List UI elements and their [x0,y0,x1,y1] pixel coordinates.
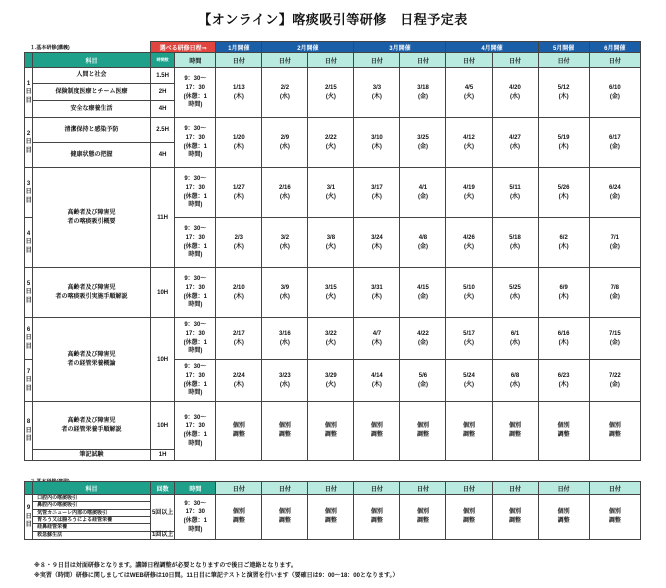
date-option[interactable]: 3/1 (火) [308,168,354,218]
date-option[interactable]: 6/10 (金) [589,68,640,118]
time-cell: 9：30～ 17：30 (休憩：1 時間) [175,360,216,402]
hours-cell: 2H [150,84,175,101]
date-option[interactable]: 2/22 (火) [308,118,354,168]
date-option[interactable]: 3/23 (水) [262,360,308,402]
written-exam: 筆記試験 [33,450,151,461]
time-cell: 9：30～ 17：30 (休憩：1 時間) [175,402,216,461]
time-cell: 9：30～ 17：30 (休憩：1 時間) [175,218,216,268]
subject-cell: 保険制度医療とチーム医療 [33,84,151,101]
month-jun: 6月開催 [589,42,640,53]
date-option[interactable]: 1/13 (木) [216,68,262,118]
subject-cell: 健康状態の把握 [33,143,151,168]
subject-cell: 高齢者及び障害児 者の喀痰吸引実施手順解説 [33,268,151,318]
time-cell: 9：30～ 17：30 (休憩：1 時間) [175,318,216,360]
date-option[interactable]: 4/20 (水) [492,68,538,118]
date-option[interactable]: 3/29 (火) [308,360,354,402]
day-label: 4 日 目 [25,218,33,268]
day-label: 2 日 目 [25,118,33,168]
date-option[interactable]: 7/8 (金) [589,268,640,318]
list-item: 救急蘇生法 [37,531,63,538]
date-option[interactable]: 3/31 (木) [354,268,400,318]
header-count: 回数 [150,482,175,495]
date-option[interactable]: 4/14 (木) [354,360,400,402]
date-option[interactable]: 2/9 (水) [262,118,308,168]
date-option[interactable]: 6/8 (水) [492,360,538,402]
date-option[interactable]: 5/11 (水) [492,168,538,218]
header-date: 日付 [538,482,589,495]
header-date: 日付 [400,482,446,495]
date-option[interactable]: 3/24 (木) [354,218,400,268]
individual-adjust: 個別 調整 [308,402,354,461]
date-option[interactable]: 4/19 (火) [446,168,492,218]
header-date: 日付 [446,482,492,495]
day-label: 6 日 目 [25,318,33,360]
date-option[interactable]: 3/18 (金) [400,68,446,118]
date-option[interactable]: 2/24 (木) [216,360,262,402]
individual-adjust: 個別 調整 [538,402,589,461]
day-label: 5 日 目 [25,268,33,318]
subject-cell: 安全な療養生活 [33,101,151,118]
time-cell: 9：30～ 17：30 (休憩：1 時間) [175,68,216,118]
time-cell: 9：30～ 17：30 (休憩：1 時間) [175,495,216,540]
individual-adjust: 個別 調整 [354,402,400,461]
date-option[interactable]: 2/2 (水) [262,68,308,118]
day-label: 1 日 目 [25,68,33,118]
header-date: 日付 [400,53,446,68]
individual-adjust: 個別 調整 [354,495,400,540]
date-option[interactable]: 7/15 (金) [589,318,640,360]
day-label: 9 日 目 [25,495,33,540]
individual-adjust: 個別 調整 [262,402,308,461]
section1-label: １.基本研修(講義) [30,45,70,51]
list-item: 気管カニューレ内部の喀痰吸引 [33,510,150,517]
time-cell: 9：30～ 17：30 (休憩：1 時間) [175,118,216,168]
date-option[interactable]: 3/2 (水) [262,218,308,268]
date-option[interactable]: 4/12 (火) [446,118,492,168]
schedule-table [24,41,641,461]
date-option[interactable]: 3/8 (火) [308,218,354,268]
date-option[interactable]: 1/20 (木) [216,118,262,168]
list-item: 鼻腔内の喀痰吸引 [33,502,150,509]
individual-adjust: 個別 調整 [492,495,538,540]
hours-cell: 10H [150,402,175,450]
header-date: 日付 [492,53,538,68]
date-option[interactable]: 7/22 (金) [589,360,640,402]
date-option[interactable]: 5/26 (木) [538,168,589,218]
time-cell: 9：30～ 17：30 (休憩：1 時間) [175,268,216,318]
subject-cell: 高齢者及び障害児 者の経管栄養概論 [33,318,151,402]
date-option[interactable]: 6/2 (木) [538,218,589,268]
date-option[interactable]: 6/16 (木) [538,318,589,360]
month-feb: 2月開催 [262,42,354,53]
header-date: 日付 [446,53,492,68]
page-title: 【オンライン】喀痰吸引等研修 日程予定表 [198,12,468,27]
date-option[interactable]: 1/27 (木) [216,168,262,218]
subject-cell: 高齢者及び障害児 者の喀痰吸引概要 [33,168,151,268]
header-date: 日付 [308,53,354,68]
individual-adjust: 個別 調整 [308,495,354,540]
list-item: 経鼻経管栄養 [33,524,150,531]
date-option[interactable]: 4/5 (火) [446,68,492,118]
date-option[interactable]: 6/9 (木) [538,268,589,318]
date-option[interactable]: 5/17 (火) [446,318,492,360]
individual-adjust: 個別 調整 [262,495,308,540]
practice-items [33,495,151,540]
individual-adjust: 個別 調整 [400,495,446,540]
header-subject: 科目 [33,53,151,68]
header-date: 日付 [354,482,400,495]
time-cell: 9：30～ 17：30 (休憩：1 時間) [175,168,216,218]
date-option[interactable]: 6/1 (水) [492,318,538,360]
date-option[interactable]: 4/1 (金) [400,168,446,218]
hours-cell: 4H [150,143,175,168]
date-option[interactable]: 2/3 (木) [216,218,262,268]
date-option[interactable]: 6/23 (木) [538,360,589,402]
date-option[interactable]: 4/8 (金) [400,218,446,268]
list-item: 口腔内の喀痰吸引 [33,495,150,502]
date-option[interactable]: 2/16 (水) [262,168,308,218]
hours-cell: 4H [150,101,175,118]
date-option[interactable]: 3/15 (火) [308,268,354,318]
header-date: 日付 [492,482,538,495]
header-date: 日付 [262,53,308,68]
date-option[interactable]: 6/24 (金) [589,168,640,218]
day-label: 7 日 目 [25,360,33,402]
note-1: ※８・９日目は対面研修となります。講師日程調整が必要となりますので後日ご連絡となります。 [34,563,297,569]
date-option[interactable]: 3/17 (木) [354,168,400,218]
date-option[interactable]: 4/26 (火) [446,218,492,268]
date-option[interactable]: 3/9 (水) [262,268,308,318]
date-option[interactable]: 5/18 (水) [492,218,538,268]
month-jan: 1月開催 [216,42,262,53]
date-option[interactable]: 3/25 (金) [400,118,446,168]
individual-adjust: 個別 調整 [589,402,640,461]
individual-adjust: 個別 調整 [492,402,538,461]
header-date: 日付 [216,482,262,495]
hours-cell: 2.5H [150,118,175,143]
date-option[interactable]: 3/10 (木) [354,118,400,168]
header-date: 日付 [262,482,308,495]
month-apr: 4月開催 [446,42,538,53]
month-may: 5月開催 [538,42,589,53]
header-date: 日付 [589,482,640,495]
day-label: 8 日 目 [25,402,33,461]
month-mar: 3月開催 [354,42,446,53]
individual-adjust: 個別 調整 [589,495,640,540]
hours-cell: 10H [150,268,175,318]
date-option[interactable]: 2/15 (火) [308,68,354,118]
date-option[interactable]: 5/19 (木) [538,118,589,168]
header-subject: 科目 [33,482,151,495]
date-option[interactable]: 4/7 (木) [354,318,400,360]
individual-adjust: 個別 調整 [446,495,492,540]
individual-adjust: 個別 調整 [216,495,262,540]
date-option[interactable]: 6/17 (金) [589,118,640,168]
hours-cell: 11H [150,168,175,268]
date-option[interactable]: 3/3 (木) [354,68,400,118]
individual-adjust: 個別 調整 [538,495,589,540]
subject-cell: 人間と社会 [33,68,151,84]
date-option[interactable]: 5/12 (木) [538,68,589,118]
date-option[interactable]: 4/22 (金) [400,318,446,360]
header-time: 時間 [175,53,216,68]
list-item: 胃ろう又は腸ろうによる経管栄養 [33,517,150,524]
pick-schedule-label: 選べる研修日程⇒ [150,42,215,53]
subject-cell: 清潔保持と感染予防 [33,118,151,143]
day-label: 3 日 目 [25,168,33,218]
individual-adjust: 個別 調整 [446,402,492,461]
date-option[interactable]: 5/25 (水) [492,268,538,318]
date-option[interactable]: 4/27 (水) [492,118,538,168]
header-date: 日付 [354,53,400,68]
date-option[interactable]: 5/10 (火) [446,268,492,318]
hours-cell: 10H [150,318,175,402]
date-option[interactable]: 2/10 (木) [216,268,262,318]
date-option[interactable]: 4/15 (金) [400,268,446,318]
date-option[interactable]: 2/17 (木) [216,318,262,360]
individual-adjust: 個別 調整 [400,402,446,461]
header-date: 日付 [538,53,589,68]
hours-cell: 1H [150,450,175,461]
header-time: 時間 [175,482,216,495]
count-cell: 5回以上 1回以上 [150,495,175,540]
hours-cell: 1.5H [150,68,175,84]
date-option[interactable]: 7/1 (金) [589,218,640,268]
header-date: 日付 [589,53,640,68]
note-2: ※実習（時間）研修に関しましてはWEB研修は10日間。11日目に筆記テストと演習を行います（要確日は9：00～18：00となります。） [34,573,399,579]
date-option[interactable]: 5/24 (火) [446,360,492,402]
date-option[interactable]: 3/22 (火) [308,318,354,360]
header-date: 日付 [216,53,262,68]
date-option[interactable]: 3/16 (水) [262,318,308,360]
subject-cell: 高齢者及び障害児 者の経管栄養手順解説 [33,402,151,450]
practice-table [24,481,641,540]
header-date: 日付 [308,482,354,495]
date-option[interactable]: 5/6 (金) [400,360,446,402]
header-hours: 時間数 [150,53,175,68]
individual-adjust: 個別 調整 [216,402,262,461]
